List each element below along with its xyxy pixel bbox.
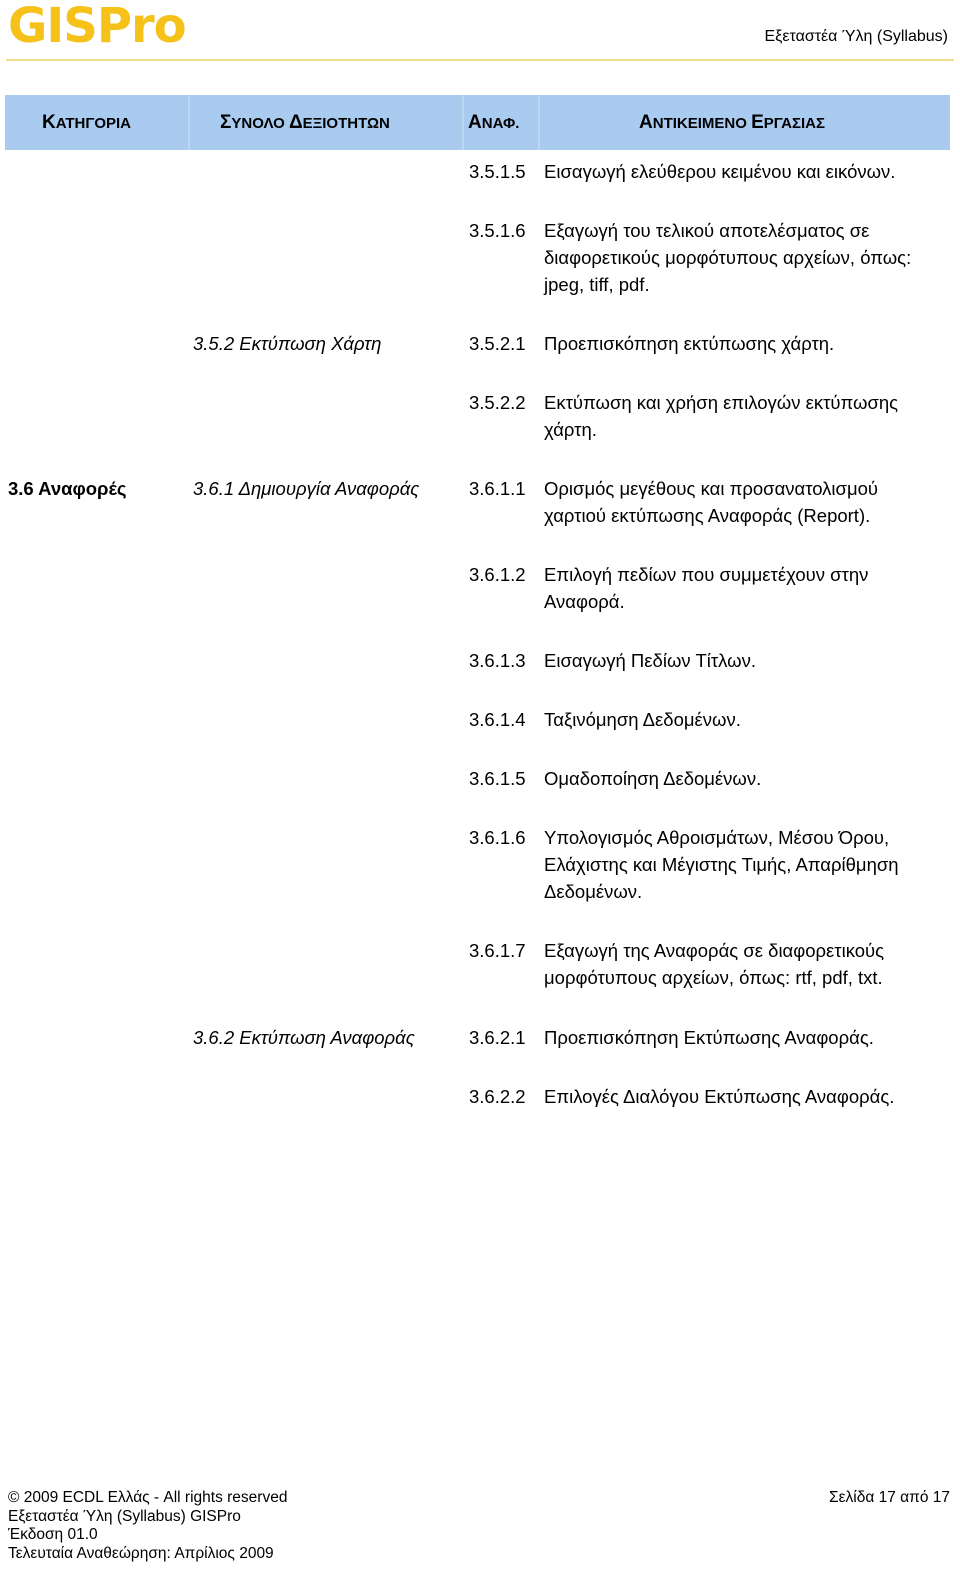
task-item-text: Εξαγωγή της Αναφοράς σε διαφορετικούς — [544, 940, 885, 961]
footer-last-revision: Τελευταία Αναθεώρηση: Απρίλιος 2009 — [8, 1544, 274, 1562]
column-divider — [538, 95, 540, 150]
skill-set-label: 3.6.1 Δημιουργία Αναφοράς — [193, 478, 420, 499]
reference-number: 3.6.1.2 — [469, 564, 526, 585]
reference-number: 3.6.2.2 — [469, 1086, 526, 1107]
category-label: 3.6 Αναφορές — [8, 478, 127, 499]
task-item-text: Επιλογή πεδίων που συμμετέχουν στην — [544, 564, 869, 585]
gispro-logo: GISPro — [8, 0, 186, 54]
reference-number: 3.6.1.1 — [469, 478, 526, 499]
task-item-text: Εκτύπωση και χρήση επιλογών εκτύπωσης — [544, 392, 899, 413]
task-item-text: διαφορετικούς μορφότυπους αρχείων, όπως: — [544, 247, 912, 268]
task-item-text: χαρτιού εκτύπωσης Αναφοράς (Report). — [544, 505, 871, 526]
footer-page-number: Σελίδα 17 από 17 — [829, 1489, 950, 1506]
task-item-text: Προεπισκόπηση εκτύπωσης χάρτη. — [544, 333, 835, 354]
task-item-text: Ταξινόμηση Δεδομένων. — [544, 709, 741, 730]
column-header-task-item: ΑΝΤΙΚΕΙΜΕΝΟ ΕΡΓΑΣΙΑΣ — [639, 112, 825, 133]
task-item-text: Δεδομένων. — [544, 881, 643, 902]
column-divider — [188, 95, 190, 150]
reference-number: 3.5.1.5 — [469, 161, 526, 182]
reference-number: 3.6.1.7 — [469, 940, 526, 961]
footer-document-title: Εξεταστέα Ύλη (Syllabus) GISPro — [8, 1507, 241, 1525]
reference-number: 3.5.2.2 — [469, 392, 526, 413]
reference-number: 3.6.1.3 — [469, 650, 526, 671]
footer-copyright: © 2009 ECDL Ελλάς - All rights reserved — [8, 1489, 288, 1506]
task-item-text: χάρτη. — [544, 419, 597, 440]
reference-number: 3.6.1.6 — [469, 827, 526, 848]
task-item-text: Ορισμός μεγέθους και προσανατολισμού — [544, 478, 879, 499]
task-item-text: Ελάχιστης και Μέγιστης Τιμής, Απαρίθμηση — [544, 854, 899, 875]
header-divider — [6, 59, 954, 61]
skill-set-label: 3.5.2 Εκτύπωση Χάρτη — [193, 333, 382, 354]
table-header — [5, 95, 950, 150]
column-divider — [462, 95, 464, 150]
column-header-skill-set: ΣΥΝΟΛΟ ΔΕΞΙΟΤΗΤΩΝ — [220, 112, 390, 133]
task-item-text: Εισαγωγή ελεύθερου κειμένου και εικόνων. — [544, 161, 896, 182]
task-item-text: Εξαγωγή του τελικού αποτελέσματος σε — [544, 220, 870, 241]
footer-version: Έκδοση 01.0 — [8, 1526, 98, 1543]
task-item-text: Εισαγωγή Πεδίων Τίτλων. — [544, 650, 756, 671]
task-item-text: Αναφορά. — [544, 591, 625, 612]
task-item-text: Προεπισκόπηση Εκτύπωσης Αναφοράς. — [544, 1027, 874, 1048]
reference-number: 3.6.2.1 — [469, 1027, 526, 1048]
task-item-text: Υπολογισμός Αθροισμάτων, Μέσου Όρου, — [544, 827, 890, 848]
header-syllabus-title: Εξεταστέα Ύλη (Syllabus) — [764, 28, 948, 45]
task-item-text: μορφότυπους αρχείων, όπως: rtf, pdf, txt. — [544, 967, 883, 988]
reference-number: 3.5.1.6 — [469, 220, 526, 241]
column-header-category: ΚΑΤΗΓΟΡΙΑ — [42, 112, 132, 133]
column-header-ref: ΑΝΑΦ. — [468, 112, 520, 133]
task-item-text: jpeg, tiff, pdf. — [544, 274, 650, 295]
task-item-text: Επιλογές Διαλόγου Εκτύπωσης Αναφοράς. — [544, 1086, 895, 1107]
skill-set-label: 3.6.2 Εκτύπωση Αναφοράς — [193, 1027, 415, 1048]
reference-number: 3.6.1.5 — [469, 768, 526, 789]
reference-number: 3.5.2.1 — [469, 333, 526, 354]
footer-info — [8, 1489, 287, 1563]
reference-number: 3.6.1.4 — [469, 709, 526, 730]
task-item-text: Ομαδοποίηση Δεδομένων. — [544, 768, 762, 789]
